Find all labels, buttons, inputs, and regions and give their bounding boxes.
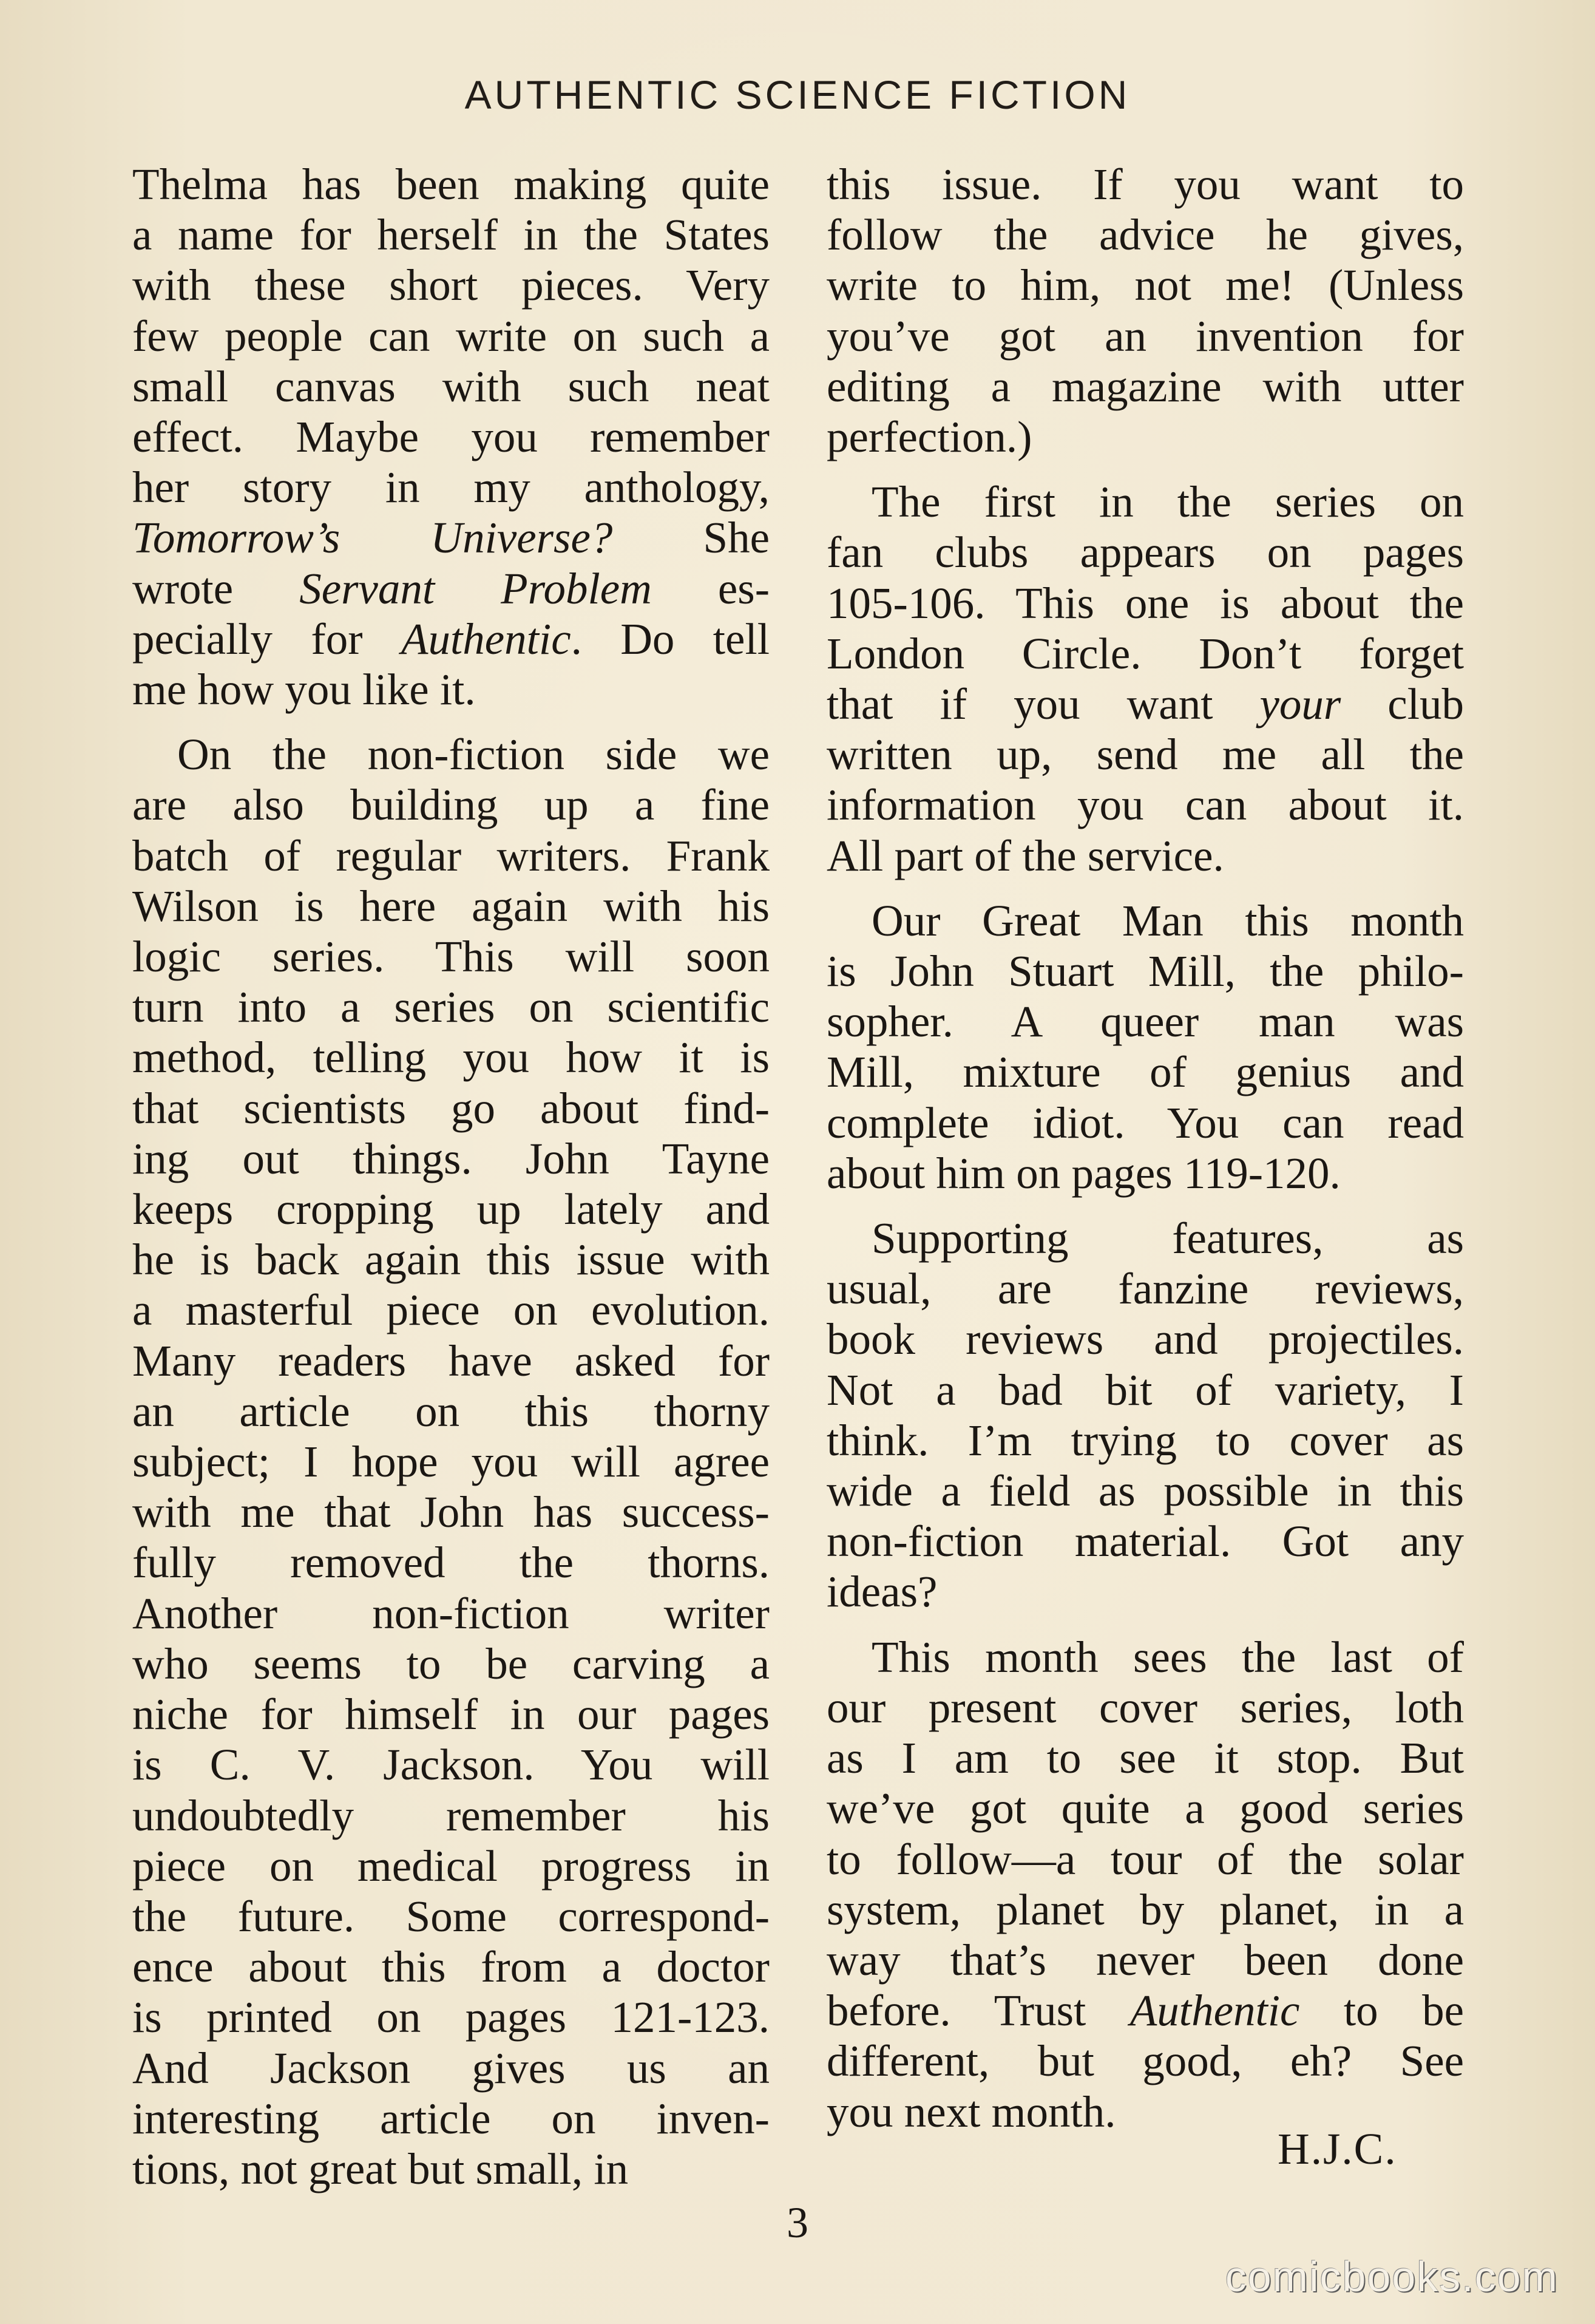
text-line: with me that John has success- [132, 1487, 770, 1537]
text-line: Wilson is here again with his [132, 881, 770, 931]
text-line: way that’s never been done [827, 1935, 1464, 1985]
text-line: wide a field as possible in this [827, 1466, 1464, 1516]
right-column [827, 159, 1464, 2137]
text-line: that scientists go about find- [132, 1083, 770, 1133]
italic-title: Servant Problem [299, 563, 652, 613]
text-line: are also building up a fine [132, 780, 770, 830]
text-run: wrote [132, 563, 300, 613]
text-line [132, 614, 770, 664]
text-line: fan clubs appears on pages [827, 528, 1464, 577]
text-line: Another non-fiction writer [132, 1588, 770, 1638]
text-line: you’ve got an invention for [827, 311, 1464, 361]
text-run: es- [651, 563, 770, 613]
italic-title: Authentic [401, 614, 571, 664]
paragraph [827, 895, 1464, 1198]
text-line: perfection.) [827, 412, 1032, 462]
editor-signature: H.J.C. [1278, 2124, 1397, 2173]
text-line: to follow—a tour of the solar [827, 1834, 1464, 1884]
text-line: London Circle. Don’t forget [827, 628, 1464, 678]
text-line: about him on pages 119-120. [827, 1148, 1341, 1198]
text-line: this issue. If you want to [827, 160, 1464, 209]
text-run: club [1341, 679, 1464, 729]
text-line: All part of the service. [827, 831, 1224, 880]
text-line: keeps cropping up lately and [132, 1184, 770, 1234]
text-run: pecially for [132, 614, 401, 664]
text-line: with these short pieces. Very [132, 260, 770, 310]
text-line: piece on medical progress in [132, 1841, 770, 1891]
text-line: method, telling you how it is [132, 1033, 770, 1082]
text-line [827, 1985, 1464, 2036]
italic-title: your [1259, 679, 1341, 729]
text-line: subject; I hope you will agree [132, 1437, 770, 1487]
text-line: the future. Some correspond- [132, 1891, 770, 1941]
text-run: She [612, 513, 770, 563]
text-line: Supporting features, as [872, 1214, 1464, 1263]
page-number: 3 [787, 2198, 808, 2247]
text-line: undoubtedly remember his [132, 1790, 770, 1840]
text-line: editing a magazine with utter [827, 361, 1464, 411]
paragraph [827, 477, 1464, 881]
text-run: before. Trust [827, 1986, 1130, 2036]
text-run: . Do tell [571, 614, 770, 664]
text-line: a masterful piece on evolution. [132, 1285, 770, 1335]
text-line: me how you like it. [132, 665, 476, 715]
paragraph [132, 729, 770, 2194]
text-line: fully removed the thorns. [132, 1538, 770, 1588]
italic-title: Authentic [1129, 1986, 1300, 2036]
text-line: usual, are fanzine reviews, [827, 1264, 1464, 1314]
text-line: he is back again this issue with [132, 1235, 770, 1285]
text-run: that if you want [827, 679, 1260, 729]
text-line: logic series. This will soon [132, 932, 770, 982]
text-line: system, planet by planet, in a [827, 1884, 1464, 1934]
running-head: AUTHENTIC SCIENCE FICTION [464, 72, 1131, 117]
text-line: niche for himself in our pages [132, 1690, 770, 1739]
text-line: non-fiction material. Got any [827, 1517, 1464, 1566]
text-line: write to him, not me! (Unless [827, 260, 1464, 310]
text-line: written up, send me all the [827, 730, 1464, 780]
text-line: turn into a series on scientific [132, 982, 770, 1032]
text-line: as I am to see it stop. But [827, 1733, 1464, 1783]
text-line: ing out things. John Tayne [132, 1133, 770, 1183]
text-line: tions, not great but small, in [132, 2144, 629, 2193]
text-line: This month sees the last of [872, 1632, 1464, 1682]
watermark-logo: comicbooks.com [1225, 2253, 1559, 2300]
text-line: Thelma has been making quite [132, 160, 770, 209]
text-line: our present cover series, loth [827, 1682, 1464, 1732]
text-line: information you can about it. [827, 780, 1464, 830]
paragraph [132, 159, 770, 715]
text-line: interesting article on inven- [132, 2093, 770, 2143]
text-line: The first in the series on [872, 477, 1464, 527]
text-line: book reviews and projectiles. [827, 1314, 1464, 1364]
text-line: On the non-fiction side we [177, 730, 770, 780]
text-line: ideas? [827, 1567, 938, 1617]
text-line: few people can write on such a [132, 311, 770, 361]
text-line: 105-106. This one is about the [827, 578, 1464, 628]
italic-title: Tomorrow’s Universe? [132, 513, 613, 563]
paragraph [827, 1213, 1464, 1617]
text-line: is John Stuart Mill, the philo- [827, 946, 1464, 996]
text-line: think. I’m trying to cover as [827, 1415, 1464, 1465]
text-line: Mill, mixture of genius and [827, 1047, 1464, 1097]
text-line: batch of regular writers. Frank [132, 831, 770, 880]
left-column [132, 159, 770, 2194]
text-line: is C. V. Jackson. You will [132, 1740, 770, 1790]
text-line: follow the advice he gives, [827, 210, 1464, 260]
text-line [132, 512, 770, 563]
text-line: different, but good, eh? See [827, 2036, 1464, 2086]
paragraph [827, 159, 1464, 462]
text-line: Our Great Man this month [872, 895, 1464, 945]
text-line: Not a bad bit of variety, I [827, 1365, 1464, 1415]
text-line: And Jackson gives us an [132, 2043, 770, 2093]
text-line [827, 679, 1464, 729]
text-line: complete idiot. You can read [827, 1098, 1464, 1147]
text-line: who seems to be carving a [132, 1639, 770, 1688]
text-line: an article on this thorny [132, 1386, 770, 1436]
text-line: effect. Maybe you remember [132, 412, 770, 462]
text-line: is printed on pages 121-123. [132, 1993, 770, 2042]
text-line: small canvas with such neat [132, 361, 770, 411]
text-line: Many readers have asked for [132, 1336, 770, 1385]
text-line: sopher. A queer man was [827, 997, 1464, 1047]
text-line: you next month. [827, 2087, 1116, 2136]
text-line [132, 563, 770, 614]
text-line: her story in my anthology, [132, 463, 770, 512]
text-line: we’ve got quite a good series [827, 1784, 1464, 1833]
text-run: to be [1299, 1986, 1464, 2036]
paragraph [827, 1632, 1464, 2137]
text-line: a name for herself in the States [132, 210, 770, 260]
text-line: ence about this from a doctor [132, 1942, 770, 1992]
